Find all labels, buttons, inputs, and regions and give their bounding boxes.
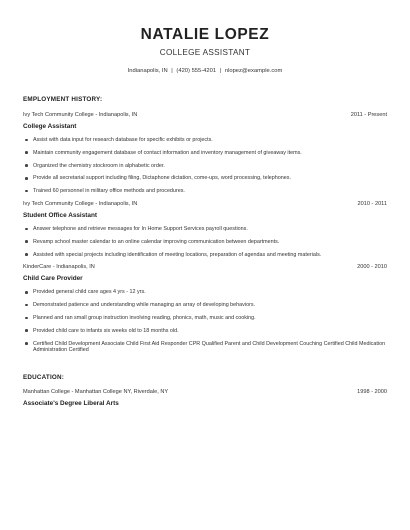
job-organization: KinderCare - Indianapolis, IN	[23, 264, 95, 271]
candidate-title: COLLEGE ASSISTANT	[159, 48, 251, 57]
education-dates: 1998 - 2000	[357, 388, 387, 395]
job-dates: 2010 - 2011	[357, 200, 387, 207]
job-bullets	[23, 137, 387, 195]
bullet-item: Revamp school master calendar to an online calendar improving communication between departments.	[25, 239, 387, 246]
bullet-item: Assisted with special projects including identification of meeting locations, preparation of agendas and meeting materials.	[25, 252, 387, 259]
bullet-item: Maintain community engagement database of contact information and inventory management of giveaway items.	[25, 150, 387, 157]
job-entry	[23, 264, 387, 353]
bullet-item: Provided general child care ages 4 yrs - 12 yrs.	[25, 289, 387, 296]
job-entry	[23, 112, 387, 195]
education-degree: Associate's Degree Liberal Arts	[23, 399, 119, 407]
education-entry	[23, 389, 387, 408]
bullet-item: Organized the chemistry stockroom in alphabetic order.	[25, 163, 387, 170]
contact-location: Indianapolis, IN	[127, 68, 168, 74]
job-bullets	[23, 289, 387, 353]
bullet-item: Provide all secretarial support including filing, Dictaphone dictation, come-ups, word processing, telephones.	[25, 175, 387, 182]
bullet-item: Demonstrated patience and understanding while managing an array of developing behaviors.	[25, 302, 387, 309]
contact-line	[23, 68, 387, 75]
contact-email: nlopez@example.com	[224, 68, 283, 74]
job-organization: Ivy Tech Community College - Indianapolis, IN	[23, 200, 138, 207]
bullet-item: Provided child care to infants six weeks old to 18 months old.	[25, 328, 387, 335]
bullet-item: Answer telephone and retrieve messages for In Home Support Services payroll questions.	[25, 226, 387, 233]
job-dates: 2000 - 2010	[357, 264, 387, 271]
job-title: College Assistant	[23, 123, 77, 130]
bullet-item: Planned and ran small group instruction involving reading, phonics, math, music and cooking.	[25, 315, 387, 322]
education-organization: Manhattan College - Manhattan College NY, Riverdale, NY	[23, 388, 169, 395]
education-heading: EDUCATION:	[23, 373, 65, 381]
job-bullets	[23, 226, 387, 258]
employment-heading: EMPLOYMENT HISTORY:	[23, 96, 103, 103]
contact-separator: |	[171, 68, 173, 74]
job-dates: 2011 - Present	[350, 112, 387, 118]
job-title: Student Office Assistant	[23, 211, 97, 219]
job-title: Child Care Provider	[23, 275, 83, 283]
job-entry	[23, 201, 387, 258]
bullet-item: Assist with data input for research database for specific exhibits or projects.	[25, 137, 387, 144]
contact-phone: (420) 555-4201	[176, 68, 217, 74]
job-organization: Ivy Tech Community College - Indianapolis, IN	[23, 112, 138, 118]
bullet-item: Certified Child Development Associate Child First Aid Responder CPR Qualified Parent and Child Development Couching Certified Child Medication Administration Certified	[25, 341, 387, 354]
contact-separator: |	[219, 68, 222, 74]
bullet-item: Trained 60 personnel in military office methods and procedures.	[25, 188, 387, 195]
candidate-name: NATALIE LOPEZ	[140, 26, 270, 43]
